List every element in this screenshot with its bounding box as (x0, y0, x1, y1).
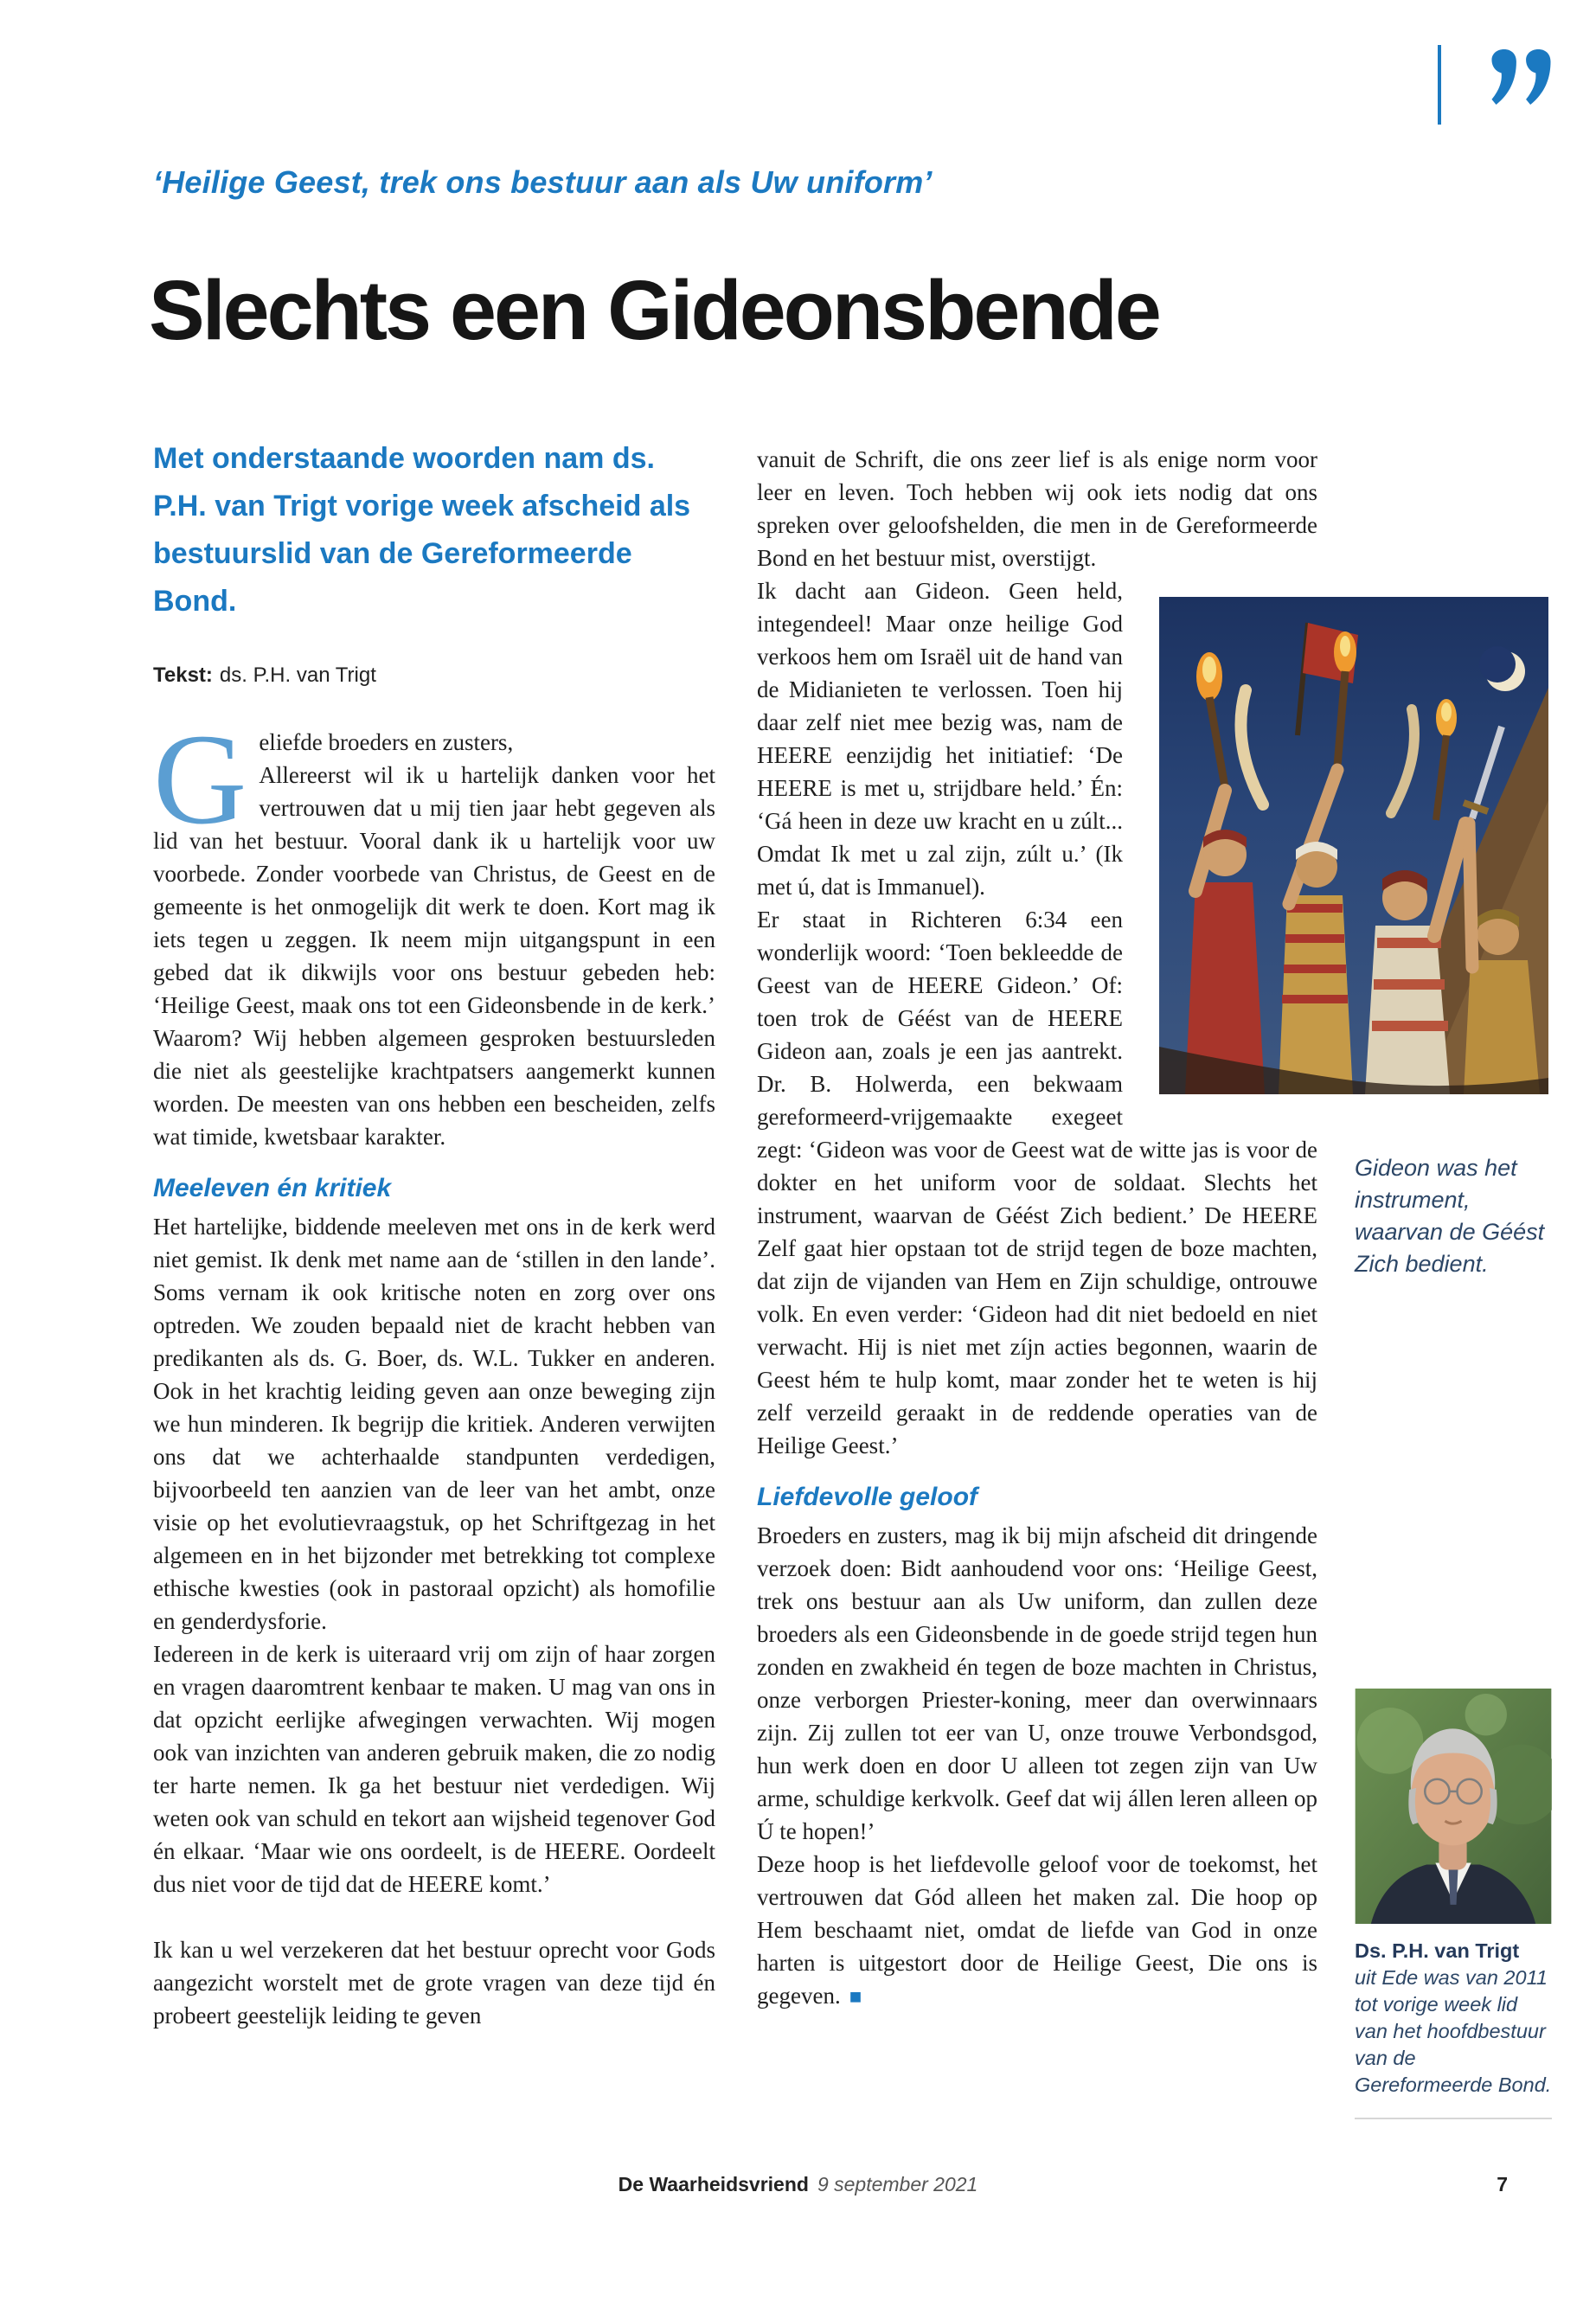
gideon-illustration (1159, 597, 1548, 1094)
byline (153, 663, 715, 688)
section-heading-meeleven: Meeleven én kritiek (153, 1174, 392, 1202)
paragraph-text: Allereerst wil ik u hartelijk danken voor het vertrouwen dat u mij tien jaar hebt gegeven als lid van het bestuur. Vooral dank ik u hartelijk voor uw voorbede. Zonder voorbede van Christus, de Geest en de gemeente is het onmogelijk dit werk te doen. Kort mag ik iets tegen u zeggen. Ik neem mijn uitgangspunt in een gebed dat ik dikwijls voor ons bestuur gebeden heb: ‘Heilige Geest, maak ons tot een Gideonsbende in de kerk.’ Waarom? Wij hebben algemeen gesproken bestuursleden die niet als geestelijke krachtpatsers aangemerkt kunnen worden. De meesten van ons hebben een bescheiden, zelfs wat timide, kwetsbaar karakter. (153, 762, 715, 1150)
portrait-text: uit Ede was van 2011 tot vorige week lid van het hoofdbestuur van de Gereformeerde Bond. (1355, 1966, 1552, 2096)
paragraph-text: Ik dacht aan Gideon. Geen held, integendeel! Maar onze heilige God verkoos hem om Israël uit de hand van de Midianieten te verlossen. Toen hij daar zelf niet mee bezig was, nam de HEERE eenzijdig het initiatief: ‘De HEERE is met u, strijdbare held.’ Én: ‘Gá heen in deze uw kracht en u zúlt... Omdat Ik met u zal zijn, zúlt u.’ (Ik met ú, dat is Immanuel). (757, 578, 1123, 900)
salutation-line: eliefde broeders en zusters, (259, 729, 514, 755)
magazine-name: De Waarheidsvriend (618, 2173, 809, 2195)
page-number: 7 (1497, 2173, 1508, 2195)
portrait-caption (1355, 1938, 1552, 2119)
drop-cap: G (153, 708, 247, 851)
byline-author: ds. P.H. van Trigt (219, 663, 376, 687)
end-of-article-mark: ■ (849, 1986, 862, 2009)
byline-label: Tekst: (153, 663, 213, 687)
paragraph: vanuit de Schrift, die ons zeer lief is als enige norm voor leer en leven. Toch hebben wij ook iets nodig dat ons spreken over geloofshelden, die men in de Gereformeerde Bond en het bestuur mist, overstijgt. (757, 446, 1317, 571)
top-right-divider (1438, 45, 1441, 125)
kicker: ‘Heilige Geest, trek ons bestuur aan als Uw uniform’ (153, 164, 933, 200)
portrait-name: Ds. P.H. van Trigt (1355, 1939, 1520, 1962)
illustration-caption: Gideon was het instrument, waarvan de Géést Zich bedient. (1355, 1155, 1545, 1277)
paragraph (153, 708, 715, 1153)
footer (0, 2173, 1596, 2196)
issue-date: 9 september 2021 (817, 2173, 978, 2195)
paragraph: Er staat in Richteren 6:34 een wonderlijk woord: ‘Toen bekleedde de Geest van de HEERE Gideon.’ Of: toen trok de Géést van de HEERE Gideon aan, zoals je een jas aantrekt. Dr. B. Holwerda, een bekwaam gereformeerd-vrijgemaakte exegeet zegt: ‘Gideon was voor de Geest wat de witte jas is voor de dokter en het uniform voor de soldaat. Slechts het instrument, waarvan de Géést Zich bedient.’ De HEERE Zelf gaat hier opstaan tot de strijd tegen de boze machten, dat zijn de vijanden van Hem en Zijn schuldige, ontrouwe volk. En even verder: ‘Gideon had dit niet bedoeld en niet verwacht. Hij is niet met zíjn acties begonnen, waarin de Geest hém te hulp komt, maar zonder het te weten is hij zelf verzeild geraakt in de reddende operaties van de Heilige Geest.’ (757, 907, 1317, 1458)
portrait-photo (1355, 1689, 1552, 1924)
paragraph (757, 1848, 1317, 2014)
quote-icon-svg (1491, 48, 1552, 106)
article-column-right (757, 443, 1317, 2014)
paragraph: Broeders en zusters, mag ik bij mijn afscheid dit dringende verzoek doen: Bidt aanhoudend voor ons: ‘Heilige Geest, trek ons bestuur aan als Uw uniform, dan zullen deze broeders als een Gideonsbende in de goede strijd tegen hun zonden en zwakheid én tegen de boze machten in Christus, onze verborgen Priester-koning, meer dan overwinnaars zijn. Zij zullen tot eer van U, onze trouwe Verbondsgod, hun werk doen en door U alleen tot zegen zijn van Uw arme, schuldige kerkvolk. Geef dat wij állen leren alleen op Ú te hopen!’ (757, 1522, 1317, 1844)
gideon-illustration-svg (1159, 597, 1548, 1094)
intro-paragraph: Met onderstaande woorden nam ds. P.H. van Trigt vorige week afscheid als bestuurslid van de Gereformeerde Bond. (153, 442, 691, 618)
paragraph-text: Deze hoop is het liefdevolle geloof voor de toekomst, het vertrouwen dat Gód alleen het maken zal. Die hoop op Hem beschaamt niet, omdat de liefde van God in onze harten is uitgestort door de Heilige Geest, Die ons is gegeven. (757, 1851, 1317, 2009)
headline: Slechts een Gideonsbende (149, 263, 1159, 357)
article-column-left (153, 435, 715, 2032)
paragraph: Iedereen in de kerk is uiteraard vrij om zijn of haar zorgen en vragen daaromtrent kenbaar te maken. U mag van ons in dat opzicht eerlijke afwegingen verwachten. Wij mogen ook van inzichten van anderen gebruik maken, die zo nodig ter harte nemen. Ik ga het bestuur niet verdedigen. Wij weten ook van schuld en tekort aan wijsheid tegenover God én elkaar. ‘Maar wie ons oordeelt, is de HEERE. Oordeelt dus niet voor de tijd dat de HEERE komt.’ (153, 1641, 715, 1897)
quote-icon (1491, 48, 1552, 106)
paragraph: Het hartelijke, biddende meeleven met ons in de kerk werd niet gemist. Ik denk met name aan de ‘stillen in den lande’. Soms vernam ik ook kritische noten en zorg over ons optreden. We zouden bepaald niet de kracht hebben van predikanten als ds. G. Boer, ds. W.L. Tukker en anderen. Ook in het krachtig leiding geven aan onze beweging zijn we hun minderen. Ik begrijp die kritiek. Anderen verwijten ons dat we achterhaalde standpunten verdedigen, bijvoorbeeld ten aanzien van de leer van het ambt, onze visie op het evolutievraagstuk, op het Schriftgezag in het algemeen en in het bijzonder met betrekking tot complexe ethische kwesties (ook in pastoraal opzicht) als homofilie en genderdysforie. (153, 1214, 715, 1634)
paragraph (757, 574, 1317, 903)
paragraph: Ik kan u wel verzekeren dat het bestuur oprecht voor Gods aangezicht worstelt met de grote vragen van deze tijd én probeert geestelijk leiding te geven (153, 1937, 715, 2029)
section-heading-liefdevolle: Liefdevolle geloof (757, 1483, 978, 1511)
portrait-block (1355, 1689, 1552, 2119)
